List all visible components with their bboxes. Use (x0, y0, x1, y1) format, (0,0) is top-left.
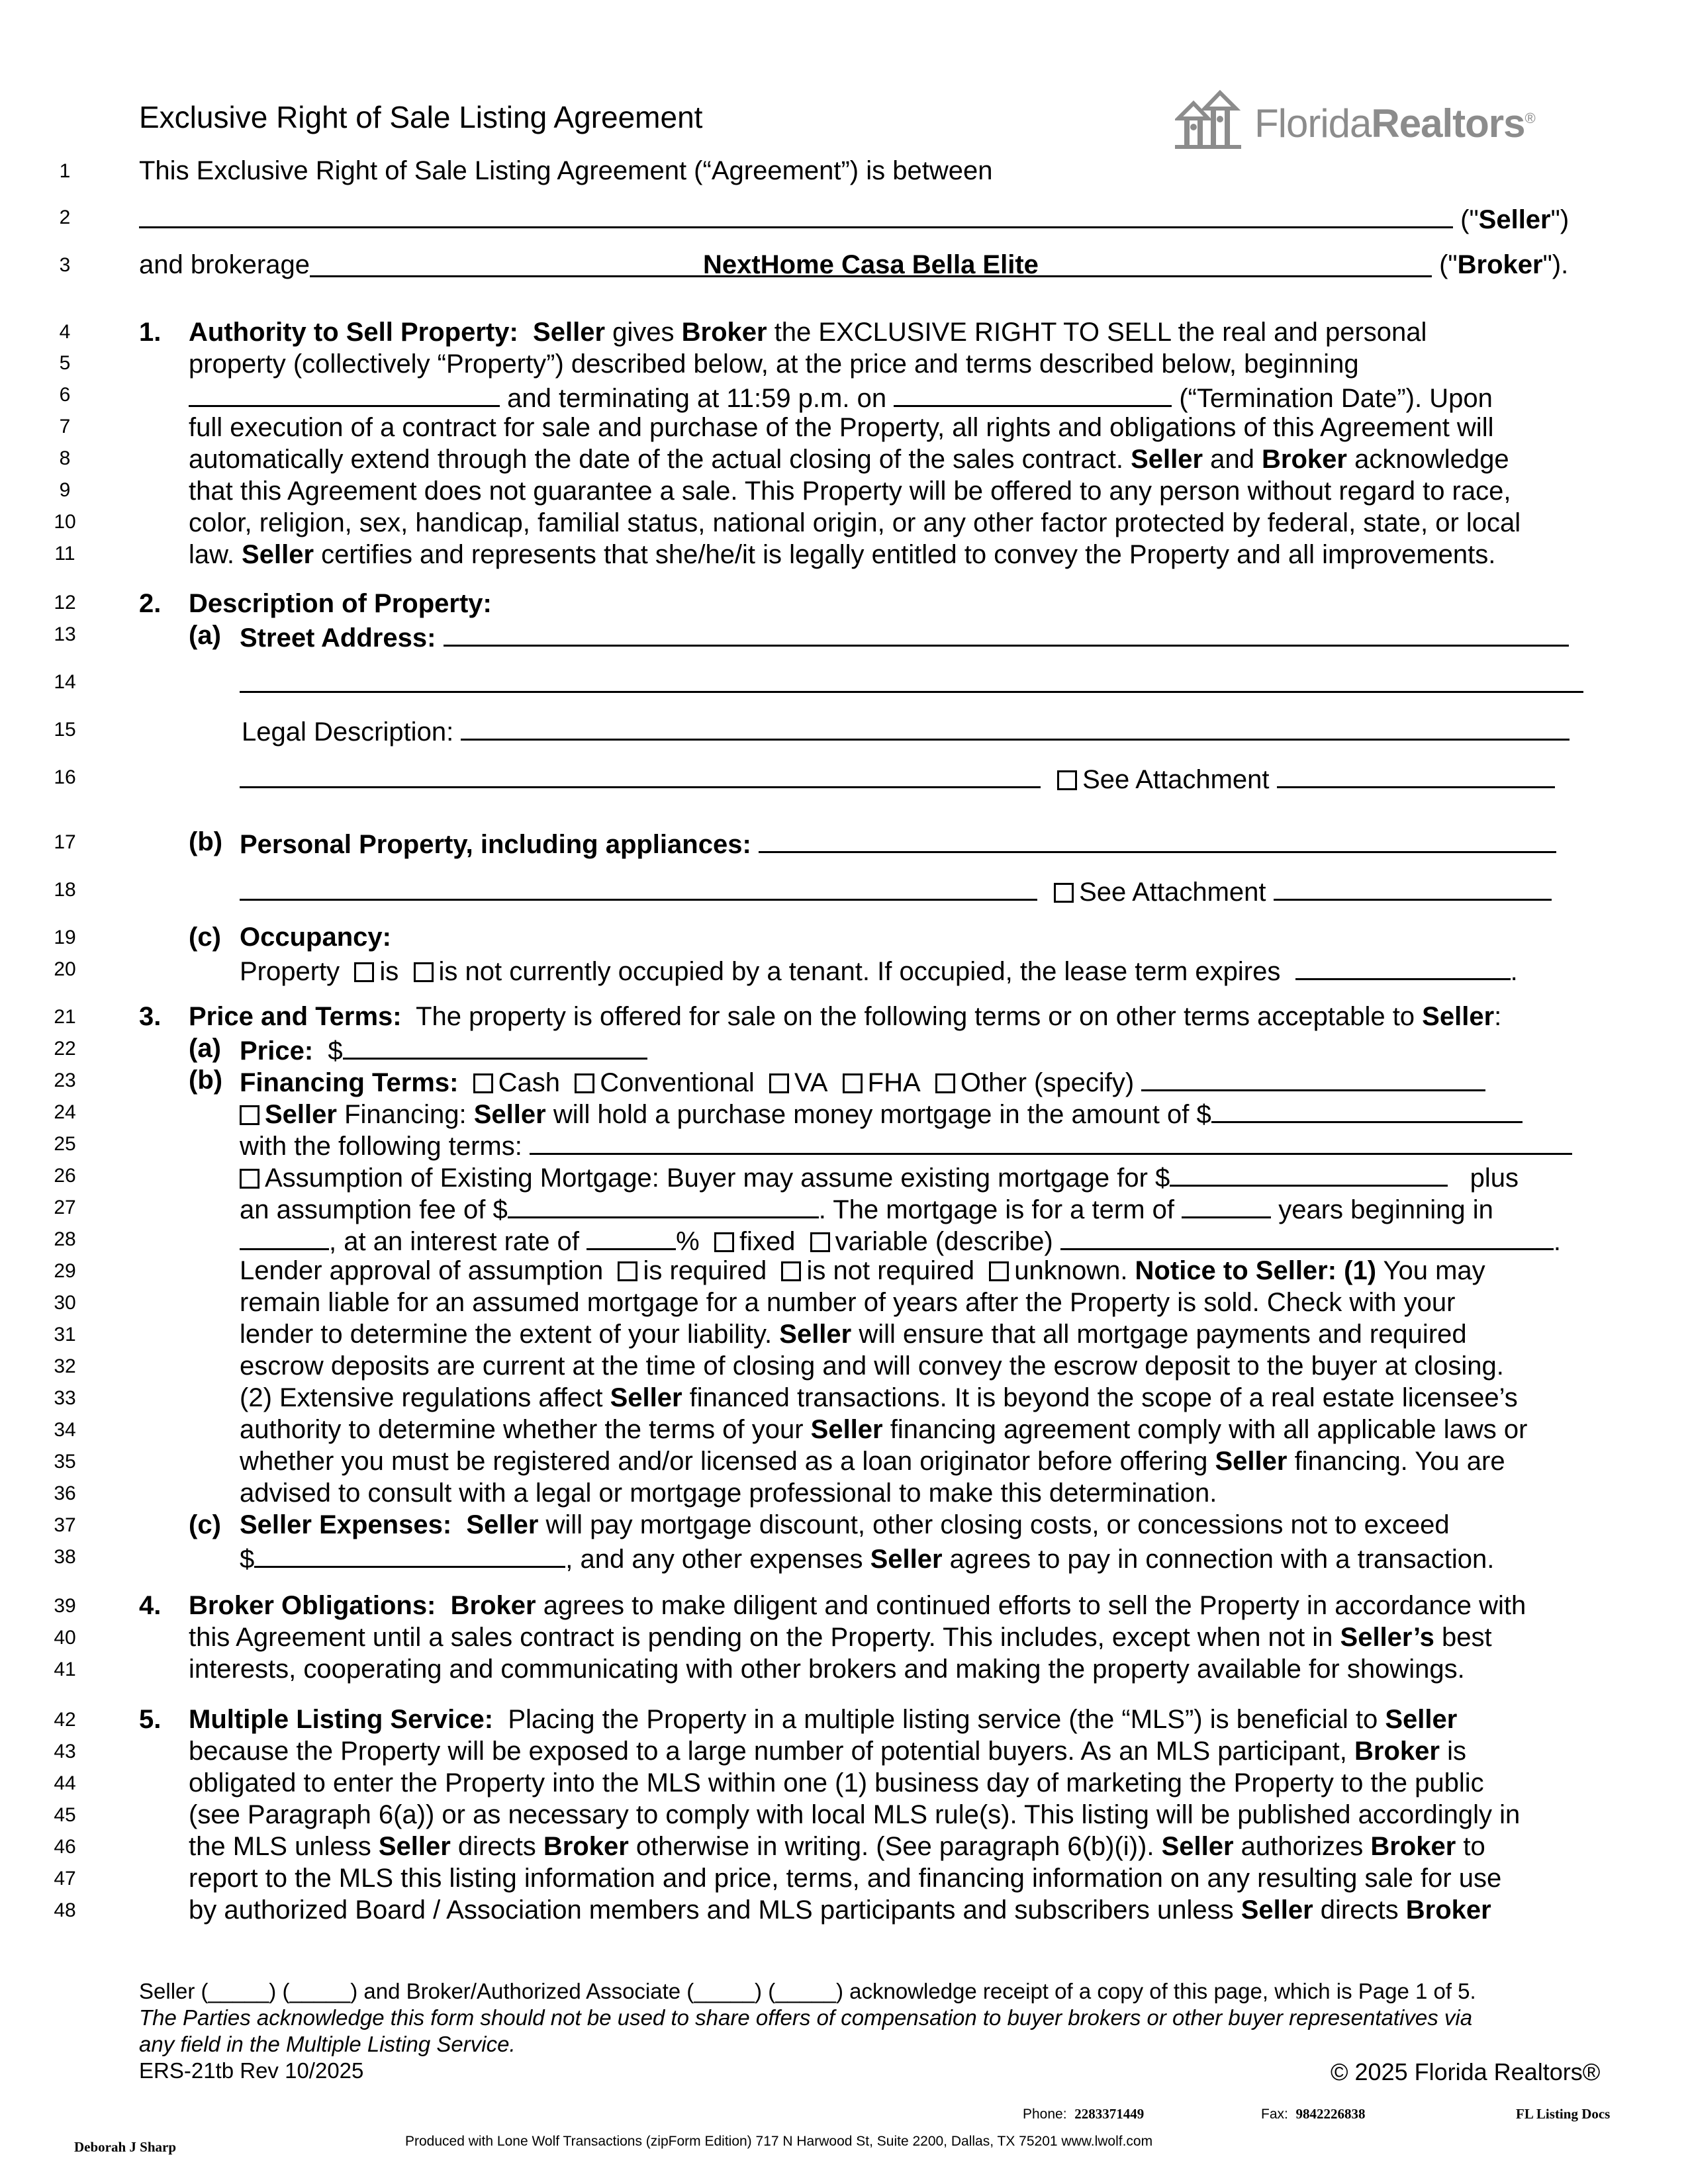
variable-describe-field[interactable] (1060, 1223, 1554, 1250)
s4-line-41: interests, cooperating and communicating with other brokers and making the property available for showings. (189, 1655, 1465, 1684)
personal-property-line-2: See Attachment (240, 874, 1552, 908)
s5-line-47: report to the MLS this listing information and price, terms, and financing information on any resulting sale for use (189, 1864, 1502, 1893)
line-number: 28 (54, 1228, 76, 1250)
s3-line-30: remain liable for an assumed mortgage for a number of years after the Property is sold. Check with your (240, 1288, 1456, 1317)
s5-line-44: obligated to enter the Property into the MLS within one (1) business day of marketing the Property to the public (189, 1768, 1484, 1797)
line-number: 20 (54, 958, 76, 980)
s1-line-9: that this Agreement does not guarantee a sale. This Property will be offered to any person without regard to race, (189, 477, 1511, 506)
fixed-checkbox[interactable] (714, 1232, 734, 1252)
line-number: 2 (59, 206, 71, 228)
line-number: 27 (54, 1197, 76, 1218)
va-checkbox[interactable] (769, 1073, 789, 1093)
lease-expires-field[interactable] (1295, 953, 1511, 980)
line-number: 38 (54, 1546, 76, 1568)
mls-note-line-2: any field in the Multiple Listing Service. (139, 2032, 516, 2056)
occupancy-heading: Occupancy: (240, 923, 391, 952)
other-checkbox[interactable] (935, 1073, 955, 1093)
section-number: 2. (139, 589, 162, 618)
phone-info: Phone: 2283371449 (1023, 2106, 1145, 2122)
line-number: 29 (54, 1260, 76, 1282)
seller-expenses-amount-row: $ , and any other expenses Seller agrees to pay in connection with a transaction. (240, 1541, 1494, 1575)
brokerage-prefix: and brokerage (139, 250, 310, 279)
line-number: 4 (59, 321, 71, 343)
s1-line-5: property (collectively “Property”) described below, at the price and terms described below, beginning (189, 349, 1359, 379)
broker-label: Broker (1457, 250, 1543, 279)
line-number: 23 (54, 1069, 76, 1091)
section-number: 5. (139, 1705, 162, 1734)
s1-line-8: automatically extend through the date of the actual closing of the sales contract. Seller and Broker acknowledge (189, 445, 1509, 474)
line-number: 35 (54, 1451, 76, 1473)
see-attachment-checkbox[interactable] (1057, 770, 1077, 790)
logo-text-florida: Florida (1254, 101, 1372, 146)
line-number: 8 (59, 447, 71, 469)
logo-text-realtors: Realtors (1371, 101, 1525, 146)
financing-terms-field[interactable] (530, 1128, 1572, 1155)
s2-heading: Description of Property: (189, 589, 492, 618)
line-number: 30 (54, 1292, 76, 1314)
s5-line-45: (see Paragraph 6(a)) or as necessary to comply with local MLS rule(s). This listing will be published accordingly in (189, 1800, 1521, 1829)
s3-line-34: authority to determine whether the terms of your Seller financing agreement comply with all applicable laws or (240, 1415, 1528, 1444)
personal-property-row: Personal Property, including appliances: (240, 826, 1556, 860)
s5-line-46: the MLS unless Seller directs Broker otherwise in writing. (See paragraph 6(b)(i)). Seller authorizes Broker to (189, 1832, 1485, 1861)
houses-logo-icon (1175, 89, 1248, 155)
line-number: 16 (54, 766, 76, 788)
produced-with: Produced with Lone Wolf Transactions (zipForm Edition) 717 N Harwood St, Suite 2200, Dallas, TX 75201 www.lwolf.com (405, 2134, 1153, 2149)
s1-line-7: full execution of a contract for sale and purchase of the Property, all rights and obligations of this Agreement will (189, 413, 1494, 442)
s4-line-40: this Agreement until a sales contract is pending on the Property. This includes, except when not in Seller’s best (189, 1623, 1492, 1652)
assumption-checkbox[interactable] (240, 1169, 259, 1189)
occupied-is-not-checkbox[interactable] (414, 962, 434, 982)
line-number: 31 (54, 1324, 76, 1345)
interest-rate-row: , at an interest rate of % fixed variable (describe) . (240, 1223, 1561, 1257)
line-number: 12 (54, 592, 76, 614)
line-number: 24 (54, 1101, 76, 1123)
occupancy-row: Property is is not currently occupied by a tenant. If occupied, the lease term expires . (240, 953, 1518, 987)
s5-line-48: by authorized Board / Association members and MLS participants and subscribers unless Seller directs Broker (189, 1895, 1491, 1925)
financing-terms-row: with the following terms: (240, 1128, 1572, 1162)
legal-attachment-field[interactable] (1277, 761, 1555, 788)
lender-approval-row: Lender approval of assumption is required is not required unknown. Notice to Seller: (1) You may (240, 1256, 1485, 1285)
line-number: 1 (59, 160, 71, 182)
line-number: 40 (54, 1627, 76, 1649)
street-address-line-2 (240, 666, 1583, 700)
brokerage-row: and brokerage NextHome Casa Bella Elite ("Broker"). (139, 250, 1569, 279)
seller-name-field[interactable] (139, 201, 1453, 228)
personal-property-field-2[interactable] (240, 874, 1037, 901)
s3-line-32: escrow deposits are current at the time of closing and will convey the escrow deposit to the buyer at closing. (240, 1351, 1504, 1381)
subsection-label: (b) (189, 827, 223, 856)
line-number: 11 (54, 543, 75, 565)
price-field[interactable] (343, 1032, 647, 1060)
agent-name: Deborah J Sharp (74, 2139, 177, 2155)
occupied-is-checkbox[interactable] (354, 962, 374, 982)
line-number: 7 (59, 416, 71, 437)
cash-checkbox[interactable] (473, 1073, 493, 1093)
line-number: 21 (54, 1006, 76, 1028)
s3-line-31: lender to determine the extent of your liability. Seller will ensure that all mortgage payments and required (240, 1320, 1467, 1349)
s1-line-4: Authority to Sell Property: Seller gives Broker the EXCLUSIVE RIGHT TO SELL the real and personal (189, 318, 1427, 347)
line-number: 9 (59, 479, 71, 501)
subsection-label: (b) (189, 1066, 223, 1095)
approval-required-checkbox[interactable] (618, 1261, 637, 1281)
s3-line-36: advised to consult with a legal or mortgage professional to make this determination. (240, 1479, 1217, 1508)
street-address-field-2[interactable] (240, 666, 1583, 693)
section-number: 4. (139, 1591, 162, 1620)
line-number: 5 (59, 352, 71, 374)
line-number: 41 (54, 1659, 76, 1680)
legal-description-line-2: See Attachment (240, 761, 1555, 796)
s5-line-43: because the Property will be exposed to a large number of potential buyers. As an MLS participant, Broker is (189, 1737, 1466, 1766)
personal-attachment-field[interactable] (1274, 874, 1552, 901)
line-number: 14 (54, 671, 76, 693)
street-address-field[interactable] (444, 619, 1569, 647)
line-number: 44 (54, 1772, 76, 1794)
subsection-label: (c) (189, 1510, 221, 1539)
line-number: 17 (54, 831, 76, 853)
line-number: 22 (54, 1038, 76, 1060)
brokerage-name-field[interactable]: NextHome Casa Bella Elite (310, 249, 1432, 277)
term-beginning-field[interactable] (240, 1223, 329, 1250)
mls-note-line-1: The Parties acknowledge this form should not be used to share offers of compensation to buyer brokers or other buyer representatives via (139, 2005, 1473, 2030)
seller-financing-checkbox[interactable] (240, 1105, 259, 1125)
document-name: FL Listing Docs (1516, 2106, 1611, 2122)
seller-financing-row: Seller Financing: Seller will hold a purchase money mortgage in the amount of $ (240, 1096, 1523, 1130)
assumption-row: Assumption of Existing Mortgage: Buyer may assume existing mortgage for $ plus (240, 1160, 1519, 1194)
legal-description-field-2[interactable] (240, 761, 1041, 788)
financing-row: Financing Terms: Cash Conventional VA FHA Other (specify) (240, 1064, 1485, 1099)
seller-expenses-row: Seller Expenses: Seller will pay mortgage discount, other closing costs, or concessions not to exceed (240, 1510, 1450, 1539)
assumption-fee-row: an assumption fee of $ . The mortgage is for a term of years beginning in (240, 1191, 1493, 1226)
line-number: 48 (54, 1899, 76, 1921)
s4-line-39: Broker Obligations: Broker agrees to make diligent and continued efforts to sell the Property in accordance with (189, 1591, 1526, 1620)
s5-line-42: Multiple Listing Service: Placing the Property in a multiple listing service (the “MLS”) is beneficial to Seller (189, 1705, 1458, 1734)
subsection-label: (c) (189, 923, 221, 952)
see-attachment-checkbox[interactable] (1054, 883, 1074, 903)
line-number: 32 (54, 1355, 76, 1377)
line-number: 43 (54, 1741, 76, 1762)
s1-line-11: law. Seller certifies and represents that she/he/it is legally entitled to convey the Property and all improvements. (189, 540, 1496, 569)
section-number: 1. (139, 318, 162, 347)
assumption-amount-field[interactable] (1170, 1160, 1448, 1187)
legal-description-field[interactable] (461, 713, 1570, 741)
seller-financing-amount-field[interactable] (1211, 1096, 1523, 1123)
line-number: 36 (54, 1482, 76, 1504)
fha-checkbox[interactable] (843, 1073, 863, 1093)
legal-description-row: Legal Description: (242, 713, 1570, 748)
section-number: 3. (139, 1002, 162, 1031)
variable-checkbox[interactable] (810, 1232, 830, 1252)
line-number: 34 (54, 1419, 76, 1441)
line-number: 25 (54, 1133, 76, 1155)
line-number: 26 (54, 1165, 76, 1187)
line-number: 45 (54, 1804, 76, 1826)
line-number: 13 (54, 623, 76, 645)
subsection-label: (a) (189, 621, 221, 650)
other-financing-field[interactable] (1141, 1064, 1485, 1091)
street-address-row: Street Address: (240, 619, 1569, 654)
document-title: Exclusive Right of Sale Listing Agreement (139, 100, 703, 134)
s1-line-10: color, religion, sex, handicap, familial status, national origin, or any other factor protected by federal, state, or local (189, 508, 1521, 537)
florida-realtors-logo (1175, 85, 1546, 158)
s3-line-35: whether you must be registered and/or licensed as a loan originator before offering Seller financing. You are (240, 1447, 1505, 1476)
initials-acknowledgement: Seller (_____) (_____) and Broker/Authorized Associate (_____) (_____) acknowledge receipt of a copy of this page, which is Page 1 of 5. (139, 1979, 1476, 2003)
mortgage-term-field[interactable] (1182, 1191, 1271, 1218)
line-number: 10 (54, 511, 76, 533)
line-number: 39 (54, 1595, 76, 1617)
beginning-date-field[interactable] (189, 380, 500, 407)
approval-unknown-checkbox[interactable] (989, 1261, 1009, 1281)
approval-not-required-checkbox[interactable] (781, 1261, 801, 1281)
line-number: 18 (54, 879, 76, 901)
seller-expenses-field[interactable] (254, 1541, 565, 1568)
line-number: 15 (54, 719, 76, 741)
subsection-label: (a) (189, 1034, 221, 1063)
line-number: 42 (54, 1709, 76, 1731)
line-number: 19 (54, 927, 76, 948)
s3-line-33: (2) Extensive regulations affect Seller financed transactions. It is beyond the scope of a real estate licensee’s (240, 1383, 1518, 1412)
price-row: Price: $ (240, 1032, 647, 1067)
seller-name-row: ("Seller") (139, 201, 1569, 236)
personal-property-field[interactable] (759, 826, 1556, 853)
assumption-fee-field[interactable] (508, 1191, 819, 1218)
line-number: 6 (59, 384, 71, 406)
seller-label: Seller (1478, 205, 1551, 234)
line-number: 47 (54, 1868, 76, 1889)
line-number: 46 (54, 1836, 76, 1858)
fax-info: Fax: 9842226838 (1261, 2106, 1366, 2122)
s1-line-6: and terminating at 11:59 p.m. on (“Termination Date”). Upon (189, 380, 1493, 414)
line-number: 37 (54, 1514, 76, 1536)
form-id: ERS-21tb Rev 10/2025 (139, 2058, 364, 2083)
copyright: © 2025 Florida Realtors® (1331, 2058, 1601, 2085)
conventional-checkbox[interactable] (575, 1073, 594, 1093)
line-number: 3 (59, 254, 71, 276)
s3-line-21: Price and Terms: The property is offered for sale on the following terms or on other terms acceptable to Seller: (189, 1002, 1502, 1031)
logo-reg: ® (1524, 110, 1535, 126)
line-number: 33 (54, 1387, 76, 1409)
interest-rate-field[interactable] (586, 1223, 676, 1250)
intro-line: This Exclusive Right of Sale Listing Agreement (“Agreement”) is between (139, 156, 993, 185)
termination-date-field[interactable] (894, 380, 1172, 407)
